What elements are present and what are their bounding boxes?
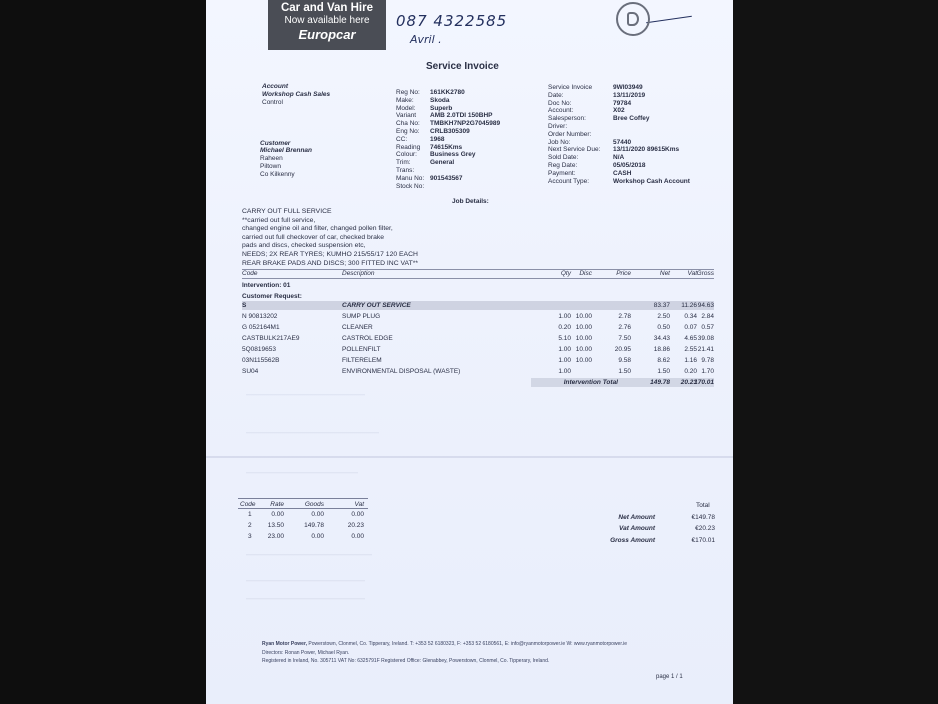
invoice-info-labels	[548, 84, 600, 185]
job-details-line: NEEDS; 2X REAR TYRES; KUMHO 215/55/17 120 EACH	[242, 250, 418, 258]
row-vat: 0.20	[684, 368, 697, 375]
col-header-code: Code	[242, 270, 258, 277]
vat-amount-label: Vat Amount	[619, 525, 655, 532]
row-code: 5Q0819653	[242, 346, 276, 353]
vat-summary-row	[238, 531, 368, 542]
customer-label: Customer	[260, 140, 291, 147]
vat-col-code: Code	[240, 501, 256, 508]
table-row	[242, 334, 714, 343]
invoice-paper	[206, 0, 733, 704]
vehicle-value: Business Grey	[430, 151, 476, 159]
row-disc: 10.00	[575, 313, 592, 320]
row-vat: 0.07	[684, 324, 697, 331]
vehicle-value: 161KK2780	[430, 89, 465, 96]
vehicle-value: 1968	[430, 135, 445, 143]
reverse-side-show-through: ————————————————	[246, 470, 358, 477]
row-code: SU04	[242, 368, 259, 375]
job-details-line: pads and discs, checked suspension etc,	[242, 242, 366, 250]
invoice-info-value: CASH	[613, 169, 632, 177]
invoice-info-value: 13/11/2020 89615Kms	[613, 146, 680, 154]
row-net: 18.86	[653, 346, 670, 353]
customer-address-1: Raheen	[260, 155, 283, 162]
table-row	[242, 367, 714, 376]
job-details-line: carried out full checkover of car, checked brake	[242, 233, 385, 241]
intervention-total-gross: 170.01	[694, 379, 714, 386]
invoice-info-label: Driver:	[548, 122, 568, 130]
row-code: G 052164M1	[242, 324, 280, 331]
col-header-price: Price	[616, 270, 631, 277]
invoice-info-value: Workshop Cash Account	[613, 177, 690, 185]
vat-row-rate: 0.00	[271, 511, 284, 518]
footer-directors: Directors: Ronan Power, Michael Ryan.	[262, 649, 350, 656]
vehicle-label: CC:	[396, 135, 408, 143]
invoice-info-label: Order Number:	[548, 130, 592, 138]
row-qty: 1.00	[558, 313, 571, 320]
table-header-rule-bottom	[242, 278, 714, 279]
row-disc: 10.00	[575, 357, 592, 364]
invoice-info-label: Service Invoice	[548, 84, 593, 91]
row-price: 1.50	[618, 368, 631, 375]
vehicle-value	[430, 183, 500, 191]
vat-row-goods: 0.00	[311, 533, 324, 540]
vat-row-vat: 0.00	[351, 511, 364, 518]
row-price: 20.95	[614, 346, 631, 353]
col-header-net: Net	[659, 270, 670, 277]
vehicle-values	[430, 89, 500, 190]
row-disc: 10.00	[575, 324, 592, 331]
vehicle-value: TMBKH7NP2G7045989	[430, 120, 501, 128]
vat-row-code: 2	[248, 522, 252, 529]
footer-registration: Registered in Ireland, No. 305711 VAT No: 6325791F Registered Office: Glenabbey, Powerstown, Clonmel, Co. Tipperary, Ireland.	[262, 658, 550, 664]
col-header-disc: Disc	[579, 270, 592, 277]
row-disc: 10.00	[575, 346, 592, 353]
vehicle-label: Variant	[396, 112, 417, 120]
row-qty: 1.00	[558, 368, 571, 375]
gross-amount-value: €170.01	[691, 537, 715, 544]
invoice-info-value: 13/11/2019	[613, 91, 646, 99]
row-vat: 4.65	[684, 335, 697, 342]
logo-line-1: Car and Van Hire	[280, 2, 374, 14]
vehicle-label: Reading	[396, 143, 421, 151]
invoice-info-label: Sold Date:	[548, 154, 579, 162]
row-net: 2.50	[657, 313, 670, 320]
row-description: POLLENFILT	[342, 346, 381, 353]
invoice-footer	[262, 640, 627, 666]
row-net: 0.50	[657, 324, 670, 331]
vat-row-code: 3	[248, 533, 252, 540]
invoice-info-value	[613, 123, 690, 131]
handwritten-name: Avril .	[410, 33, 442, 46]
job-details-line: **carried out full service,	[242, 216, 316, 224]
reverse-side-show-through: ——————————————————	[246, 552, 372, 559]
section-description: CARRY OUT SERVICE	[342, 302, 411, 309]
table-row	[242, 356, 714, 365]
intervention-total-net: 149.78	[650, 379, 670, 386]
reverse-side-show-through: —————————————————	[246, 578, 365, 585]
col-header-description: Description	[342, 270, 375, 277]
invoice-info-label: Account Type:	[548, 177, 590, 185]
job-details-line: CARRY OUT FULL SERVICE	[242, 208, 332, 215]
footer-company: Ryan Motor Power,	[262, 641, 308, 647]
row-description: FILTERELEM	[342, 357, 382, 364]
section-row	[242, 301, 714, 310]
row-gross: 39.08	[697, 335, 714, 342]
handwritten-stroke	[646, 16, 692, 23]
account-value: Workshop Cash Sales	[262, 91, 331, 98]
intervention-total-row	[242, 378, 714, 387]
row-vat: 2.55	[684, 346, 697, 353]
customer-request-label: Customer Request:	[242, 293, 302, 300]
row-qty: 1.00	[558, 346, 571, 353]
vehicle-value: Skoda	[430, 96, 450, 104]
row-price: 2.78	[618, 313, 631, 320]
vehicle-value: General	[430, 159, 455, 167]
skoda-logo-icon	[616, 2, 650, 36]
invoice-info-label: Job No:	[548, 138, 571, 146]
logo-line-3: Europcar	[298, 27, 356, 42]
vat-summary-header	[238, 498, 368, 509]
vat-col-rate: Rate	[270, 501, 284, 508]
vat-row-code: 1	[248, 511, 252, 518]
vat-summary-row	[238, 520, 368, 531]
invoice-info-label: Date:	[548, 91, 564, 99]
vehicle-label: Colour:	[396, 151, 417, 159]
paper-fold-line	[206, 456, 733, 458]
gross-amount-label: Gross Amount	[610, 537, 655, 544]
vehicle-value: Superb	[430, 104, 453, 112]
vehicle-value: 74615Kms	[430, 143, 463, 151]
row-gross: 9.78	[701, 357, 714, 364]
vat-row-vat: 0.00	[351, 533, 364, 540]
handwritten-phone: 087 4322585	[396, 12, 508, 30]
invoice-info-label: Reg Date:	[548, 161, 578, 169]
vehicle-value: AMB 2.0TDI 150BHP	[430, 112, 493, 120]
invoice-info-value: X02	[613, 107, 625, 115]
invoice-info-value: N/A	[613, 154, 625, 162]
vat-row-goods: 149.78	[304, 522, 324, 529]
invoice-info-value: 05/05/2018	[613, 161, 646, 169]
vehicle-label: Reg No:	[396, 89, 420, 96]
row-qty: 0.20	[558, 324, 571, 331]
row-vat: 1.16	[684, 357, 697, 364]
row-description: CASTROL EDGE	[342, 335, 393, 342]
row-code: 03N115562B	[242, 357, 280, 364]
invoice-info-values	[613, 84, 690, 185]
net-amount-label: Net Amount	[618, 514, 655, 521]
table-row	[242, 312, 714, 321]
dark-background-left	[0, 0, 206, 704]
invoice-title: Service Invoice	[426, 61, 499, 72]
row-price: 2.76	[618, 324, 631, 331]
customer-address-2: Piltown	[260, 163, 281, 170]
vat-amount-value: €20.23	[695, 525, 715, 532]
vat-row-vat: 20.23	[347, 522, 364, 529]
row-qty: 1.00	[558, 357, 571, 364]
totals-header: Total	[696, 502, 710, 509]
row-price: 9.58	[618, 357, 631, 364]
vat-row-rate: 23.00	[267, 533, 284, 540]
row-code: N 90813202	[242, 313, 278, 320]
row-gross: 2.84	[701, 313, 714, 320]
dark-background-right	[733, 0, 938, 704]
vehicle-label: Trim:	[396, 159, 411, 167]
invoice-info-value: 79784	[613, 99, 632, 107]
vehicle-label: Model:	[396, 104, 416, 112]
invoice-info-label: Next Service Due:	[548, 146, 601, 154]
vat-summary-table	[238, 498, 368, 542]
row-description: SUMP PLUG	[342, 313, 381, 320]
vehicle-value	[430, 167, 500, 175]
row-gross: 1.70	[701, 368, 714, 375]
row-code: CASTBULK217AE9	[242, 335, 300, 342]
vehicle-label: Manu No:	[396, 174, 425, 182]
row-vat: 0.34	[684, 313, 697, 320]
intervention-label: Intervention: 01	[242, 282, 291, 289]
job-details-line: REAR BRAKE PADS AND DISCS; 300 FITTED INC VAT**	[242, 259, 419, 267]
row-disc: 10.00	[575, 335, 592, 342]
invoice-info-value	[613, 131, 690, 139]
section-gross: 94.63	[697, 302, 714, 309]
table-row	[242, 323, 714, 332]
job-details-line: changed engine oil and filter, changed pollen filter,	[242, 225, 393, 233]
reverse-side-show-through: ———————————————————	[246, 430, 379, 437]
invoice-info-label: Salesperson:	[548, 115, 586, 123]
control-label: Control	[262, 99, 283, 106]
invoice-info-value: 57440	[613, 138, 632, 146]
row-gross: 21.41	[697, 346, 714, 353]
vehicle-label: Stock No:	[396, 182, 425, 190]
table-row	[242, 345, 714, 354]
europcar-logo-box	[268, 0, 386, 50]
reverse-side-show-through: —————————————————	[246, 392, 365, 399]
row-gross: 0.57	[701, 324, 714, 331]
row-price: 7.50	[618, 335, 631, 342]
section-vat: 11.26	[681, 302, 697, 309]
vat-col-goods: Goods	[304, 501, 324, 508]
vat-summary-row	[238, 509, 368, 520]
vat-col-vat: Vat	[354, 501, 364, 508]
reverse-side-show-through: —————————————————	[246, 596, 365, 603]
intervention-total-label: Intervention Total	[563, 379, 618, 386]
col-header-vat: Vat	[687, 270, 697, 277]
invoice-info-value: Bree Coffey	[613, 115, 650, 123]
row-net: 1.50	[657, 368, 670, 375]
vat-row-rate: 13.50	[267, 522, 284, 529]
vehicle-label: Trans:	[396, 166, 415, 174]
section-net: 83.37	[653, 302, 670, 309]
row-description: CLEANER	[342, 324, 373, 331]
vehicle-labels	[396, 89, 424, 190]
vehicle-value: 901543567	[430, 174, 463, 182]
logo-line-2: Now available here	[284, 15, 370, 26]
row-net: 34.43	[653, 335, 670, 342]
invoice-info-label: Doc No:	[548, 99, 572, 107]
page-number: page 1 / 1	[656, 674, 683, 680]
row-description: ENVIRONMENTAL DISPOSAL (WASTE)	[342, 368, 461, 375]
customer-address-3: Co Kilkenny	[260, 171, 295, 178]
invoice-info-label: Account:	[548, 107, 574, 115]
col-header-gross: Gross	[696, 270, 714, 277]
account-label: Account	[262, 83, 288, 90]
table-header-row	[242, 269, 714, 278]
customer-name: Michael Brennan	[260, 147, 313, 154]
vehicle-label: Cha No:	[396, 120, 420, 128]
intervention-total-vat: 20.23	[680, 379, 697, 386]
job-details-text	[242, 208, 418, 268]
vehicle-label: Make:	[396, 96, 414, 104]
section-code: S	[242, 302, 247, 309]
vehicle-value: CRLB305309	[430, 127, 470, 135]
footer-address: Powerstown, Clonmel, Co. Tipperary, Ireland. T: +353 52 6180323, F: +353 52 6180561, E: info@ryanmotorpower.ie W: www.ryanmotorpower.ie	[308, 641, 627, 647]
invoice-info-label: Payment:	[548, 169, 576, 177]
job-details-label: Job Details:	[452, 198, 489, 205]
col-header-qty: Qty	[560, 270, 571, 277]
row-net: 8.62	[657, 357, 670, 364]
net-amount-value: €149.78	[691, 514, 715, 521]
vehicle-label: Eng No:	[396, 127, 420, 135]
invoice-info-value: 9WI03949	[613, 84, 643, 91]
vat-row-goods: 0.00	[311, 511, 324, 518]
row-qty: 5.10	[558, 335, 571, 342]
